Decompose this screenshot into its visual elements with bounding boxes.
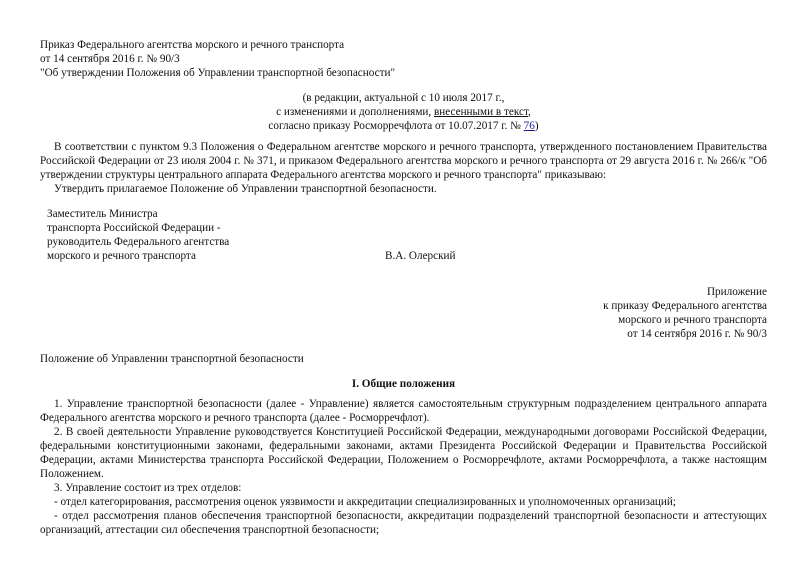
amendments-link[interactable]: внесенными в текст: [433, 106, 529, 118]
item-1: 1. Управление транспортной безопасности (далее - Управление) является самостоятельным структурным подразделением центрального аппарата Федерального агентства морского и речного транспорта (далее - Росморречфлот).: [40, 398, 767, 424]
order-date-number: от 14 сентября 2016 г. № 90/3: [40, 53, 180, 65]
appendix-line1: Приложение: [706, 286, 767, 298]
signatory-name: В.А. Олерский: [385, 250, 456, 262]
item-3-dept-b: - отдел рассмотрения планов обеспечения транспортной безопасности, аккредитации подразделений транспортной безопасности и аттестующих организаций, аттестации сил обеспечения транспортной безопасности;: [40, 510, 767, 536]
edition-line3: [0, 119, 807, 133]
intro-paragraph: В соответствии с пунктом 9.3 Положения о Федеральном агентстве морского и речного транспорта, утвержденного постановлением Правительства Российской Федерации от 23 июля 2004 г. № 371, и приказом Федерального агентства морского и речного транспорта от 29 августа 2016 г. № 266/к "Об утверждении структуры центрального аппарата Федерального агентства морского и речного транспорта" приказываю:: [40, 141, 767, 181]
order-title-line1: Приказ Федерального агентства морского и речного транспорта: [40, 39, 345, 51]
item-3: 3. Управление состоит из трех отделов:: [54, 482, 242, 494]
edition-line2-prefix: с изменениями и дополнениями,: [276, 106, 434, 118]
edition-line2: [0, 105, 807, 119]
edition-line2-suffix: ,: [528, 106, 531, 118]
order-subject: "Об утверждении Положения об Управлении транспортной безопасности": [40, 67, 396, 79]
appendix-line2: к приказу Федерального агентства: [603, 300, 767, 312]
regulation-title: Положение об Управлении транспортной безопасности: [40, 353, 304, 365]
signature-line4: морского и речного транспорта: [47, 250, 196, 262]
edition-line3-prefix: согласно приказу Росморречфлота от 10.07.2017 г. №: [268, 120, 524, 132]
order-76-link[interactable]: 76: [523, 120, 535, 132]
edition-line1: (в редакции, актуальной с 10 июля 2017 г.,: [302, 92, 505, 104]
edition-line3-suffix: ): [534, 120, 539, 132]
approve-paragraph: Утвердить прилагаемое Положение об Управлении транспортной безопасности.: [54, 183, 437, 195]
appendix-line4: от 14 сентября 2016 г. № 90/3: [627, 328, 767, 340]
signature-line2: транспорта Российской Федерации -: [47, 222, 221, 234]
item-2: 2. В своей деятельности Управление руководствуется Конституцией Российской Федерации, международными договорами Российской Федерации, федеральными конституционными законами, федеральными законами, актами Президента Российской Федерации и Правительства Российской Федерации, актами Министерства транспорта Российской Федерации, Положением о Росморречфлоте, актами Росморречфлота, а также настоящим Положением.: [40, 426, 767, 480]
signature-line3: руководитель Федерального агентства: [47, 236, 230, 248]
item-3-dept-a: - отдел категорирования, рассмотрения оценок уязвимости и аккредитации специализированных и уполномоченных организаций;: [54, 496, 676, 508]
appendix-line3: морского и речного транспорта: [618, 314, 767, 326]
signature-line1: Заместитель Министра: [47, 208, 158, 220]
section-heading: I. Общие положения: [351, 378, 456, 390]
